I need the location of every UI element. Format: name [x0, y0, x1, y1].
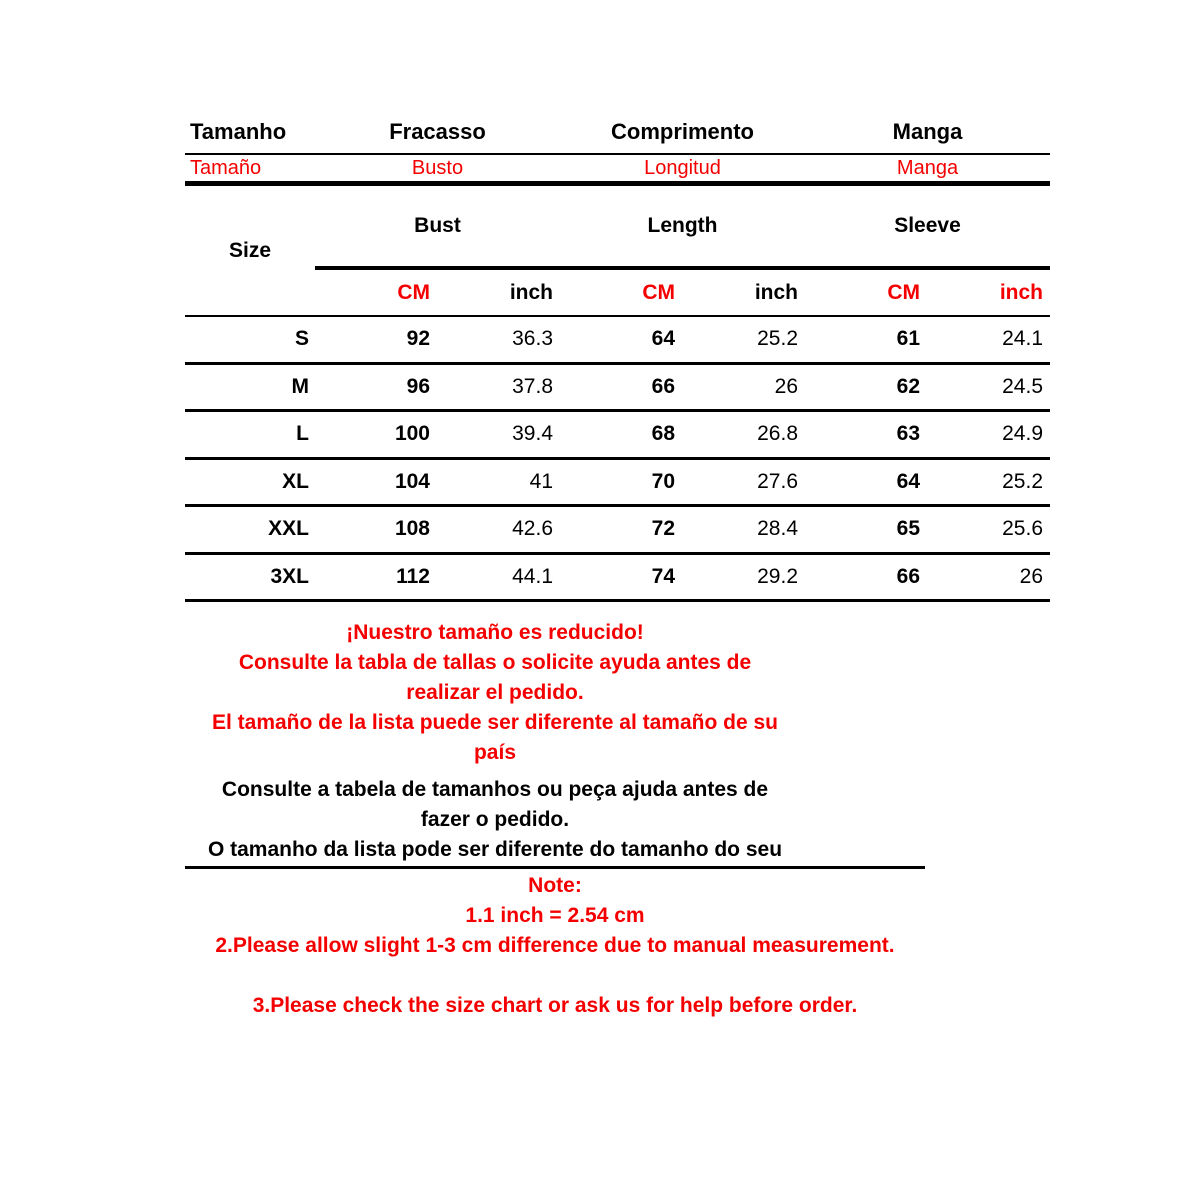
note-line: Consulte a tabela de tamanhos ou peça ajuda antes de [221, 778, 769, 801]
bust-inch-cell: 39.4 [512, 422, 553, 446]
note-line: realizar el pedido. [406, 681, 584, 704]
header-row-spanish [185, 155, 1050, 186]
length-cm-cell: 74 [651, 564, 675, 588]
sleeve-inch-cell: 25.2 [1002, 469, 1043, 493]
table-row-l [185, 412, 1050, 460]
unit-cell-length-inch: inch [754, 280, 798, 304]
length-inch-cell: 26.8 [757, 422, 798, 446]
length-inch-cell: 26 [774, 374, 798, 398]
note-line: Note: [528, 874, 582, 897]
header-group-english [185, 186, 1050, 317]
bust-cm-cell: 112 [396, 564, 430, 588]
size-value-cell: XL [282, 469, 309, 493]
sleeve-cm-cell: 66 [896, 564, 920, 588]
notes-english [185, 871, 925, 1021]
note-line: Consulte la tabla de tallas o solicite ayuda antes de [238, 651, 752, 674]
bust-inch-cell: 42.6 [512, 517, 553, 541]
unit-cell-length-cm: CM [642, 280, 675, 304]
header-cell-tamanho: Tamanho [190, 118, 287, 144]
length-cm-cell: 68 [651, 422, 675, 446]
sleeve-inch-cell: 24.5 [1002, 374, 1043, 398]
sleeve-cm-cell: 64 [896, 469, 920, 493]
table-row-xxl [185, 507, 1050, 555]
header-cell-sleeve: Sleeve [805, 186, 1050, 270]
sleeve-inch-cell: 24.1 [1002, 327, 1043, 351]
length-inch-cell: 25.2 [757, 327, 798, 351]
header-cell-fracasso: Fracasso [389, 118, 486, 144]
table-row-xl [185, 460, 1050, 508]
header-cell-busto: Busto [411, 156, 464, 179]
bust-cm-cell: 104 [394, 469, 430, 493]
length-inch-cell: 28.4 [757, 517, 798, 541]
table-row-3xl [185, 555, 1050, 603]
header-cell-tamano: Tamaño [190, 156, 262, 179]
table-row-m [185, 365, 1050, 413]
size-value-cell: M [291, 374, 309, 398]
length-cm-cell: 72 [651, 517, 675, 541]
note-line [185, 961, 925, 991]
notes-spanish [190, 618, 800, 768]
header-cell-size: Size [228, 238, 272, 262]
size-value-cell: S [294, 327, 309, 351]
table-row-s [185, 317, 1050, 365]
length-inch-cell: 29.2 [757, 564, 798, 588]
header-row-portuguese [185, 110, 1050, 155]
bust-cm-cell: 92 [406, 327, 430, 351]
sleeve-inch-cell: 26 [1019, 564, 1043, 588]
size-chart-table [185, 110, 1050, 602]
bust-inch-cell: 36.3 [512, 327, 553, 351]
header-cell-manga-pt: Manga [892, 118, 963, 144]
sleeve-cm-cell: 65 [896, 517, 920, 541]
unit-cell-sleeve-cm: CM [887, 280, 920, 304]
note-line: O tamanho da lista pode ser diferente do tamanho do seu [207, 838, 783, 861]
bust-inch-cell: 41 [529, 469, 553, 493]
length-cm-cell: 66 [651, 374, 675, 398]
header-cell-longitud: Longitud [644, 156, 721, 179]
unit-cell-sleeve-inch: inch [999, 280, 1043, 304]
unit-cell-bust-inch: inch [509, 280, 553, 304]
notes-portuguese [190, 775, 800, 865]
sleeve-cm-cell: 62 [896, 374, 920, 398]
bust-cm-cell: 96 [406, 374, 430, 398]
size-value-cell: L [296, 422, 309, 446]
note-line: 1.1 inch = 2.54 cm [465, 904, 645, 927]
note-line: El tamaño de la lista puede ser diferente al tamaño de su [211, 711, 778, 734]
sleeve-inch-cell: 25.6 [1002, 517, 1043, 541]
notes-divider-line [185, 866, 925, 869]
sleeve-cm-cell: 61 [896, 327, 920, 351]
note-line: ¡Nuestro tamaño es reducido! [346, 621, 644, 644]
unit-cell-bust-cm: CM [397, 280, 430, 304]
sleeve-inch-cell: 24.9 [1002, 422, 1043, 446]
header-cell-length: Length [560, 186, 805, 270]
bust-inch-cell: 44.1 [512, 564, 553, 588]
length-cm-cell: 64 [651, 327, 675, 351]
header-cell-comprimento: Comprimento [611, 118, 754, 144]
note-line: fazer o pedido. [420, 808, 570, 831]
bust-cm-cell: 108 [394, 517, 430, 541]
note-line: país [473, 741, 517, 764]
size-value-cell: XXL [268, 517, 309, 541]
bust-inch-cell: 37.8 [512, 374, 553, 398]
length-inch-cell: 27.6 [757, 469, 798, 493]
note-line: 2.Please allow slight 1-3 cm difference due to manual measurement. [215, 934, 895, 957]
sleeve-cm-cell: 63 [896, 422, 920, 446]
note-line: 3.Please check the size chart or ask us for help before order. [252, 994, 858, 1017]
header-cell-manga-es: Manga [896, 156, 959, 179]
size-value-cell: 3XL [270, 564, 309, 588]
length-cm-cell: 70 [651, 469, 675, 493]
header-cell-bust: Bust [315, 186, 560, 270]
bust-cm-cell: 100 [394, 422, 430, 446]
